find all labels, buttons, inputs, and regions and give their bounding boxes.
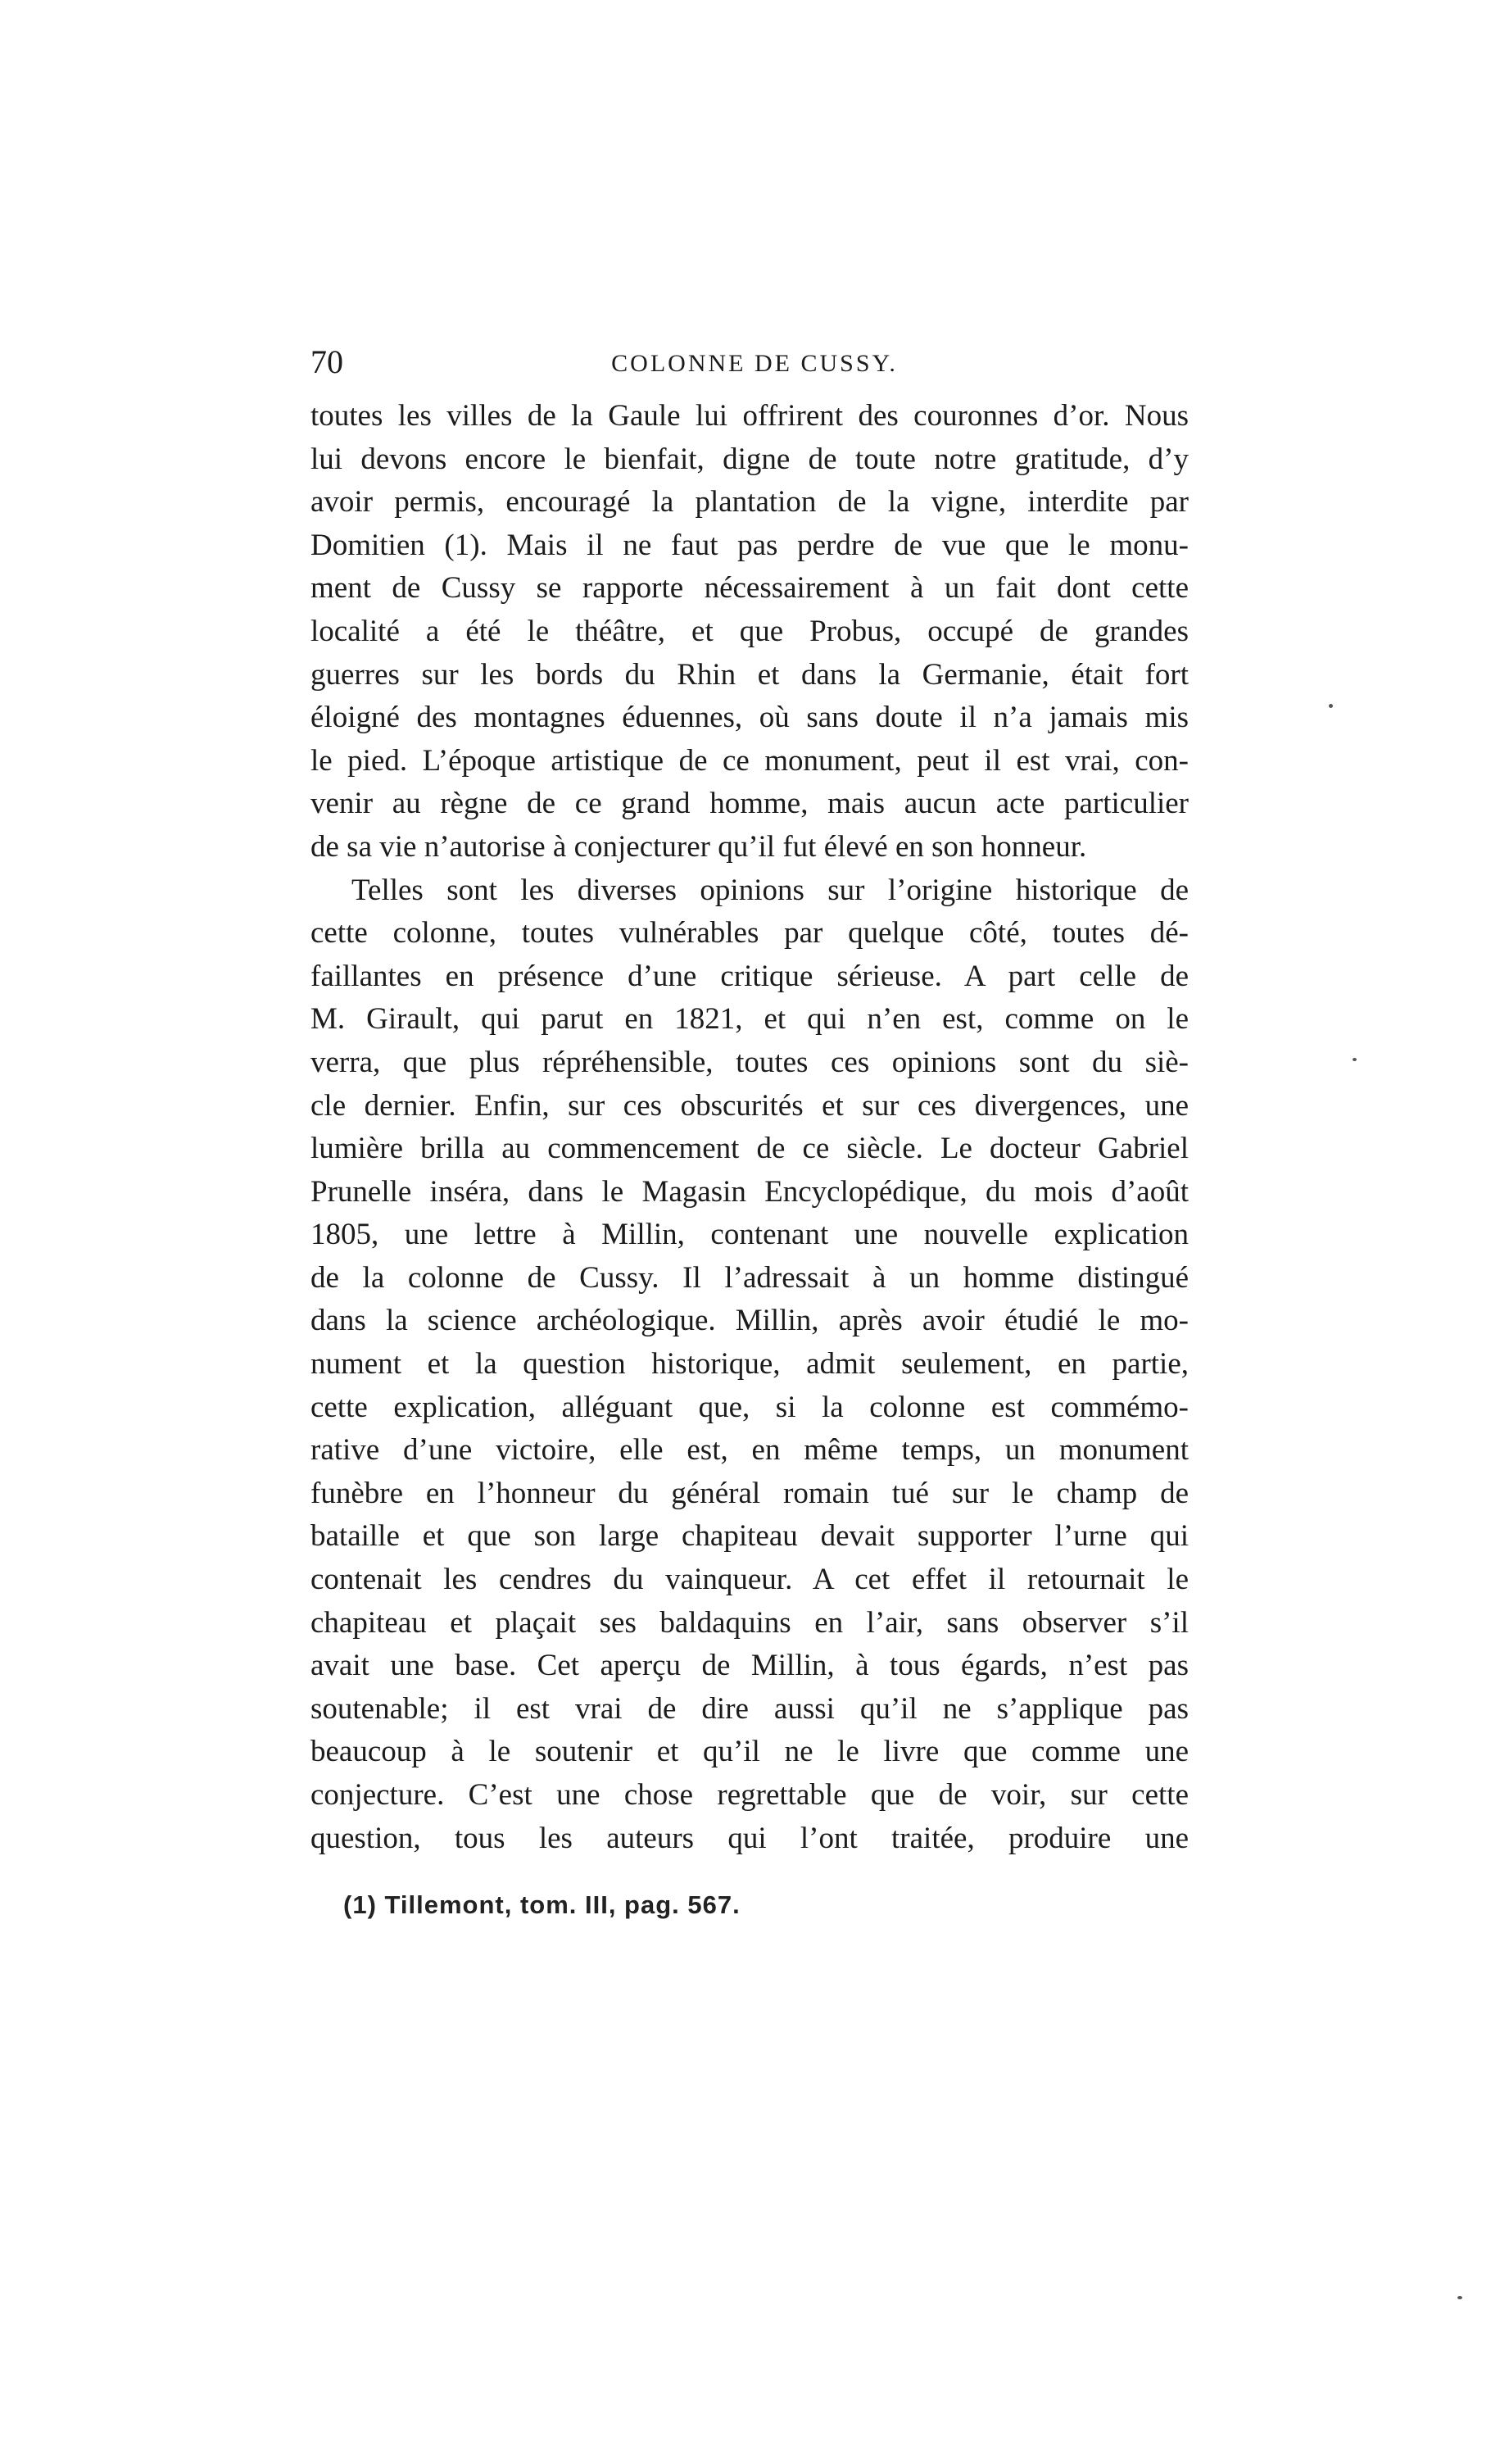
text-line: rative d’une victoire, elle est, en même temps, un monument	[310, 1433, 1189, 1468]
text-line: venir au règne de ce grand homme, mais aucun acte particulier	[310, 787, 1189, 821]
text-line: 1805, une lettre à Millin, contenant une nouvelle explication	[310, 1218, 1189, 1252]
running-title: COLONNE DE CUSSY.	[611, 350, 898, 377]
text-line: faillantes en présence d’une critique sérieuse. A part celle de	[310, 959, 1189, 993]
text-line: avoir permis, encouragé la plantation de la vigne, interdite par	[310, 485, 1189, 520]
text-line: contenait les cendres du vainqueur. A cet effet il retournait le	[310, 1563, 1189, 1597]
text-line: toutes les villes de la Gaule lui offrirent des couronnes d’or. Nous	[310, 399, 1189, 433]
text-line: Prunelle inséra, dans le Magasin Encyclopédique, du mois d’août	[310, 1174, 1189, 1209]
text-line: M. Girault, qui parut en 1821, et qui n’en est, comme on le	[310, 1002, 1189, 1037]
scan-speck	[1353, 1058, 1357, 1061]
text-line: beaucoup à le soutenir et qu’il ne le livre que comme une	[310, 1735, 1189, 1769]
text-line: le pied. L’époque artistique de ce monument, peut il est vrai, con-	[310, 743, 1189, 778]
scan-speck	[1329, 704, 1333, 708]
text-line: guerres sur les bords du Rhin et dans la Germanie, était fort	[310, 657, 1189, 692]
text-line: avait une base. Cet aperçu de Millin, à tous égards, n’est pas	[310, 1649, 1189, 1683]
text-line: dans la science archéologique. Millin, après avoir étudié le mo-	[310, 1304, 1189, 1338]
text-line: cle dernier. Enfin, sur ces obscurités et sur ces divergences, une	[310, 1088, 1189, 1123]
text-line: Domitien (1). Mais il ne faut pas perdre de vue que le monu-	[310, 528, 1189, 562]
text-line: de la colonne de Cussy. Il l’adressait à un homme distingué	[310, 1260, 1189, 1295]
text-line: Telles sont les diverses opinions sur l’origine historique de	[351, 873, 1189, 907]
footnote: (1) Tillemont, tom. III, pag. 567.	[343, 1890, 741, 1919]
text-line: conjecture. C’est une chose regrettable que de voir, sur cette	[310, 1778, 1189, 1812]
text-line: bataille et que son large chapiteau devait supporter l’urne qui	[310, 1519, 1189, 1554]
text-line: funèbre en l’honneur du général romain tué sur le champ de	[310, 1476, 1189, 1510]
text-line: éloigné des montagnes éduennes, où sans doute il n’a jamais mis	[310, 701, 1189, 735]
text-line: question, tous les auteurs qui l’ont traitée, produire une	[310, 1821, 1189, 1855]
text-line: nument et la question historique, admit seulement, en partie,	[310, 1347, 1189, 1382]
text-line: soutenable; il est vrai de dire aussi qu’il ne s’applique pas	[310, 1691, 1189, 1726]
text-line: ment de Cussy se rapporte nécessairement à un fait dont cette	[310, 571, 1189, 606]
text-line: lui devons encore le bienfait, digne de toute notre gratitude, d’y	[310, 442, 1189, 476]
text-line: cette explication, alléguant que, si la colonne est commémo-	[310, 1390, 1189, 1424]
text-line: cette colonne, toutes vulnérables par quelque côté, toutes dé-	[310, 916, 1189, 951]
text-line: de sa vie n’autorise à conjecturer qu’il fut élevé en son honneur.	[310, 829, 1087, 864]
body-text	[310, 395, 1189, 1860]
page-number: 70	[310, 343, 343, 380]
text-line: verra, que plus répréhensible, toutes ces opinions sont du siè-	[310, 1045, 1189, 1079]
scan-speck	[1457, 2296, 1462, 2299]
text-line: lumière brilla au commencement de ce siècle. Le docteur Gabriel	[310, 1132, 1189, 1166]
text-line: chapiteau et plaçait ses baldaquins en l’air, sans observer s’il	[310, 1605, 1189, 1640]
text-line: localité a été le théâtre, et que Probus, occupé de grandes	[310, 614, 1189, 648]
